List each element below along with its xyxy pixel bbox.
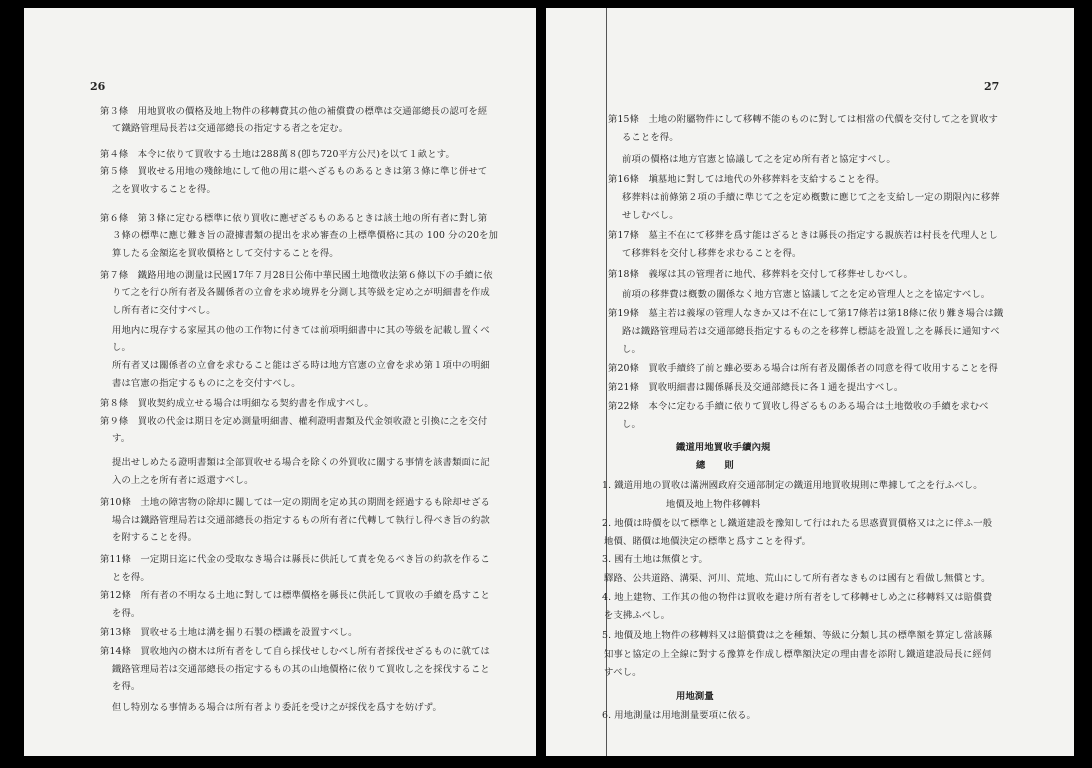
text-line: 第９條 買收の代金は期日を定め測量明細書、權利證明書類及代金領收證と引換に之を交付 bbox=[100, 416, 488, 427]
text-line: 前項の價格は地方官憲と協議して之を定め所有者と協定すべし。 bbox=[622, 154, 896, 165]
text-line: ３條の標準に應じ難き旨の證據書類の提出を求め審查の上標準價格に其の 100 分の20を加 bbox=[112, 230, 499, 241]
left-page-text bbox=[24, 8, 536, 756]
text-line: 移葬料は前條第２項の手續に準じて之を定め槪數に應じて之を支給し一定の期限內に移葬 bbox=[622, 192, 1000, 203]
text-line: 之を買收することを得。 bbox=[112, 184, 216, 195]
text-line: し。 bbox=[622, 419, 641, 430]
text-line: 第７條 鐵路用地の測量は民國17年７月28日公佈中華民國土地徵收法第６條以下の手續に依 bbox=[100, 270, 493, 281]
text-line: 第３條 用地買收の價格及地上物件の移轉費其の他の補償費の標準は交通部總長の認可を經 bbox=[100, 106, 488, 117]
text-line: 書は官憲の指定するものに之を交付すべし。 bbox=[112, 378, 301, 389]
text-line: て移葬料を交付し移葬を求むることを得。 bbox=[622, 248, 802, 259]
text-line: 3. 國有土地は無償とす。 bbox=[602, 554, 709, 565]
page-number: 27 bbox=[984, 80, 1000, 93]
left-page bbox=[24, 8, 536, 756]
text-line: 用地測量 bbox=[676, 691, 714, 702]
text-line: 第16條 塡墓地に對しては地代の外移葬料を支給することを得。 bbox=[608, 174, 885, 185]
text-line: し。 bbox=[112, 342, 131, 353]
text-line: 2. 地價は時價を以て標準とし鐵道建設を豫知して行はれたる思惑賣買價格又は之に伴ふ一般 bbox=[602, 518, 993, 529]
text-line: 6. 用地測量は用地測量要項に依る。 bbox=[602, 710, 756, 721]
text-line: 第22條 本令に定むる手續に依りて買收し得ざるものある場合は土地徵收の手續を求むべ bbox=[608, 401, 989, 412]
text-line: を得。 bbox=[112, 681, 141, 692]
text-line: 第４條 本令に依りて買收する土地は288萬８(卽ち720平方公尺)を以て１畝とす。 bbox=[100, 149, 455, 160]
text-line: ることを得。 bbox=[622, 132, 679, 143]
text-line: 第19條 墓主若は義塚の管理人なきか又は不在にして第17條若は第18條に依り難き場合は鐵 bbox=[608, 308, 1004, 319]
text-line: 第21條 買收明細書は關係縣長及交通部總長に各１通を提出すべし。 bbox=[608, 382, 904, 393]
right-page-text bbox=[546, 8, 1074, 756]
text-line: 第20條 買收手續終了前と雖必要ある場合は所有者及關係者の同意を得て收用することを得 bbox=[608, 363, 999, 374]
text-line: 第６條 第３條に定むる標準に依り買收に應ぜざるものあるときは該土地の所有者に對し第 bbox=[100, 213, 488, 224]
text-line: 知事と協定の上全線に對する豫算を作成し標準額決定の理由書を添附し鐵道建設局長に經伺 bbox=[604, 649, 992, 660]
text-line: 入の上之を所有者に返還すべし。 bbox=[112, 475, 254, 486]
text-line: とを得。 bbox=[112, 572, 150, 583]
text-line: 前項の移葬費は槪數の關係なく地方官憲と協議して之を定め管理人と之を協定すべし。 bbox=[622, 289, 991, 300]
text-line: し。 bbox=[622, 344, 641, 355]
text-line: 第17條 墓主不在にて移葬を爲す能はざるときは縣長の指定する親族若は村長を代理人とし bbox=[608, 230, 999, 241]
text-line: 第15條 土地の附屬物件にして移轉不能のものに對しては相當の代價を交付して之を買收す bbox=[608, 114, 999, 125]
text-line: 場合は鐵路管理局若は交通部總長の指定するもの所有者に代轉して執行し得べき旨の約款 bbox=[112, 515, 490, 526]
text-line: を得。 bbox=[112, 608, 141, 619]
text-line: 5. 地價及地上物件の移轉料又は賠償費は之を種類、等級に分類し其の標準額を算定し當該縣 bbox=[602, 630, 993, 641]
text-line: 第11條 一定期日迄に代金の受取なき場合は縣長に供託して責を免るべき旨の約款を作るこ bbox=[100, 554, 491, 565]
text-line: 但し特別なる事情ある場合は所有者より委託を受け之が採伐を爲すを妨げず。 bbox=[112, 702, 442, 713]
text-line: 第14條 買收地內の樹木は所有者をして自ら採伐せしむべし所有者採伐せざるものに就ては bbox=[100, 646, 491, 657]
page-number: 26 bbox=[90, 80, 106, 93]
text-line: 提出せしめたる證明書類は全部買收せる場合を除くの外買收に關する事情を該書類面に記 bbox=[112, 457, 490, 468]
text-line: 第10條 土地の障害物の除却に關しては一定の期間を定め其の期間を經過するも除却せざる bbox=[100, 497, 491, 508]
text-line: す。 bbox=[112, 433, 131, 444]
text-line: 1. 鐵道用地の買收は滿洲國政府交通部制定の鐵道用地買收規則に準據して之を行ふべし。 bbox=[602, 480, 983, 491]
text-line: せしむべし。 bbox=[622, 210, 679, 221]
text-line: 算したる金額迄を買收價格として交付することを得。 bbox=[112, 248, 339, 259]
text-line: を支拂ふべし。 bbox=[604, 610, 671, 621]
text-line: 所有者叉は關係者の立會を求むること能はざる時は地方官憲の立會を求め第１項中の明細 bbox=[112, 360, 490, 371]
text-line: 第５條 買收せる用地の殘餘地にして他の用に堪へざるものあるときは第３條に準じ併せて bbox=[100, 166, 488, 177]
text-line: 用地内に現存する家屋其の他の工作物に付きては前項明細書中に其の等級を記載し置くべ bbox=[112, 325, 490, 336]
text-line: 鐵道用地買收手續內規 bbox=[676, 442, 771, 453]
text-line: 第13條 買收せる土地は溝を掘り石製の標識を設置すべし。 bbox=[100, 627, 358, 638]
right-page bbox=[546, 8, 1074, 756]
text-line: 第18條 義塚は其の管理者に地代、移葬料を交付して移葬せしむべし。 bbox=[608, 269, 913, 280]
text-line: し所有者に交付すべし。 bbox=[112, 305, 216, 316]
text-line: 驛路、公共道路、溝渠、河川、荒地、荒山にして所有者なきものは國有と看做し無償とす。 bbox=[604, 573, 991, 584]
text-line: 總 則 bbox=[696, 460, 734, 471]
text-line: 地價、賭價は地價決定の標準と爲すことを得ず。 bbox=[604, 536, 812, 547]
text-line: 路は鐵路管理局若は交通部總長指定するもの之を移葬し標誌を設置し之を縣長に通知すべ bbox=[622, 326, 1000, 337]
text-line: りて之を行ひ所有者及各關係者の立會を求め境界を分測し其等級を定め之が明細書を作成 bbox=[112, 287, 490, 298]
text-line: 鐵路管理局若は交通部總長の指定するもの其の山地價格に依りて買收し之を採伐すること bbox=[112, 664, 490, 675]
text-line: て鐵路管理局長若は交通部總長の指定する者之を定む。 bbox=[112, 123, 349, 134]
text-line: を附することを得。 bbox=[112, 532, 198, 543]
text-line: 第12條 所有者の不明なる土地に對しては標準價格を縣長に供託して買收の手續を爲すこと bbox=[100, 590, 491, 601]
text-line: 地價及地上物件移轉料 bbox=[666, 499, 761, 510]
text-line: 第８條 買收契約成立せる場合は明細なる契約書を作成すべし。 bbox=[100, 398, 374, 409]
text-line: すべし。 bbox=[604, 667, 642, 678]
text-line: 4. 地上建物、工作其の他の物件は買收を避け所有者をして移轉せしめ之に移轉料又は賠償費 bbox=[602, 592, 993, 603]
